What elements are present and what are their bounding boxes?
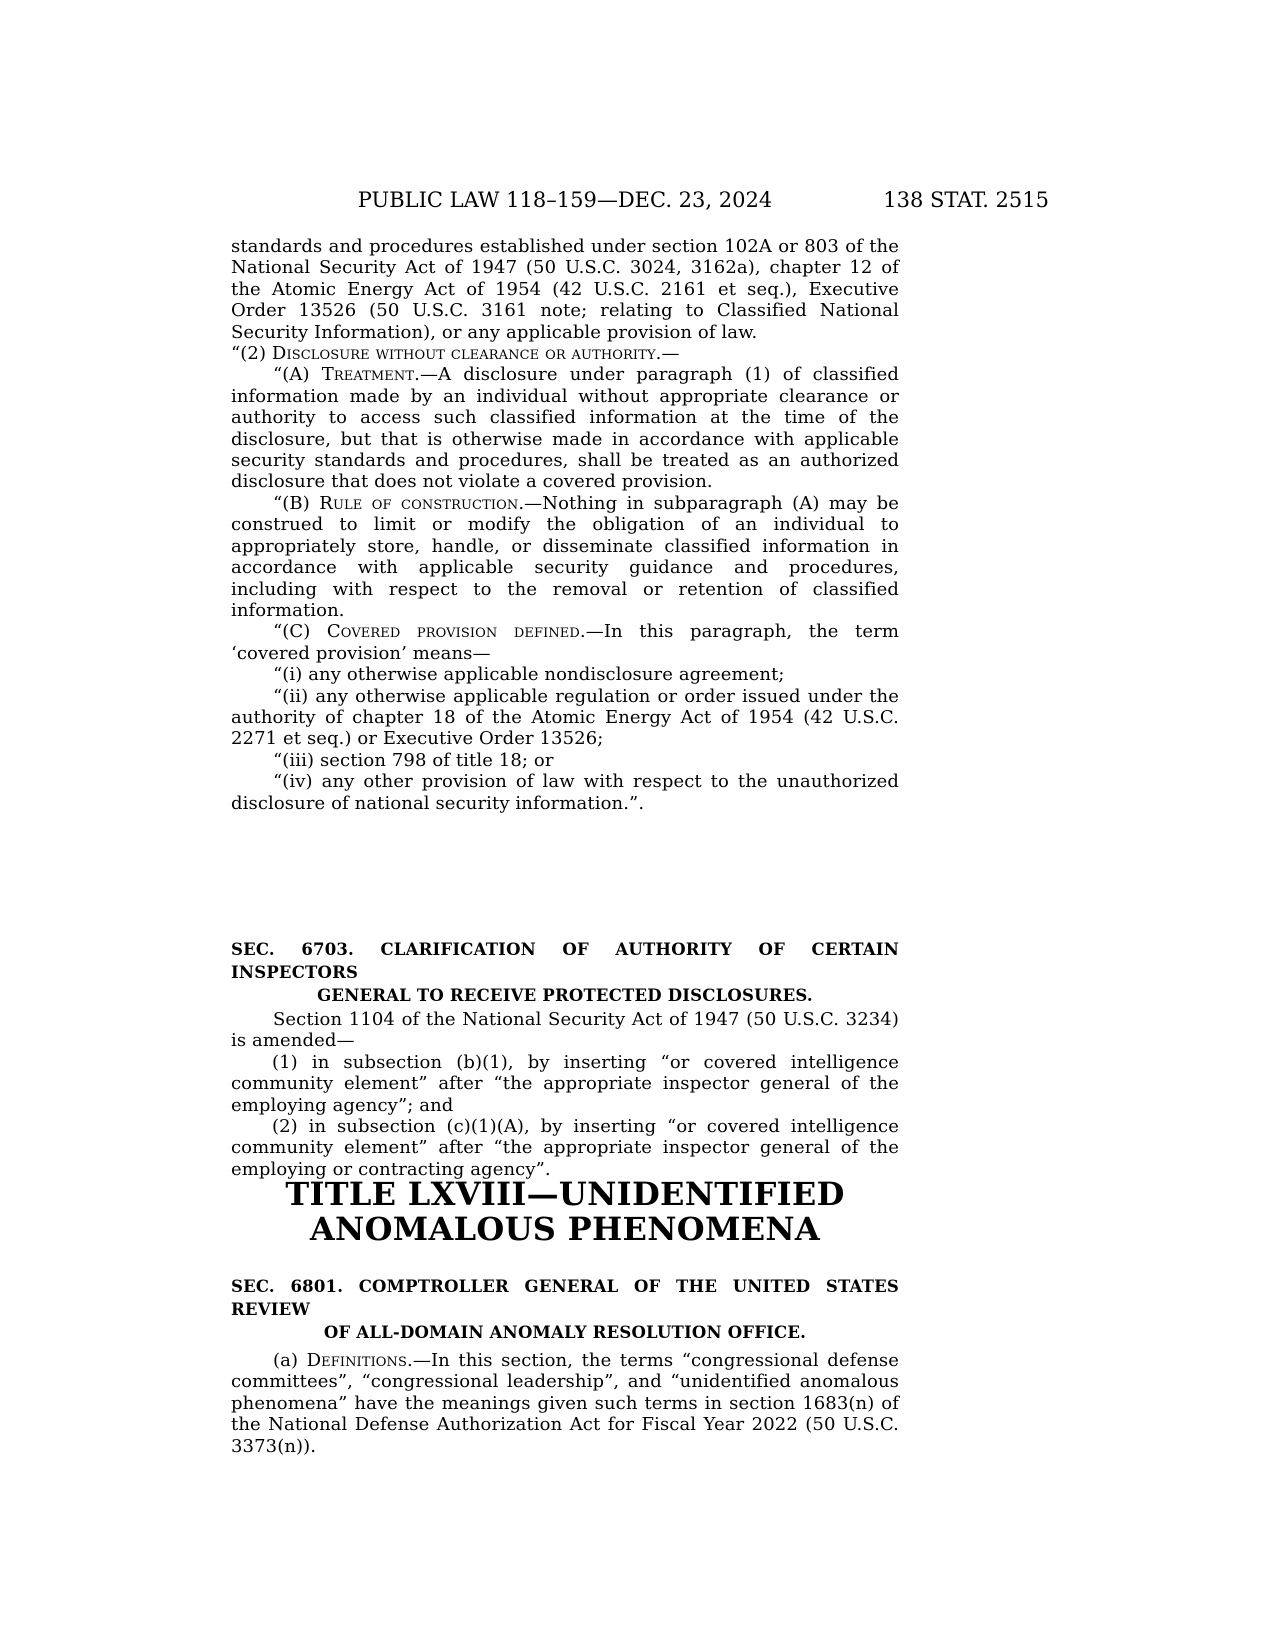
- section-6703-heading: [231, 938, 899, 1007]
- paragraph-a-lead: (a): [273, 1350, 307, 1371]
- section-6801-heading: [231, 1275, 899, 1344]
- section-6801-heading-line2: OF ALL-DOMAIN ANOMALY RESOLUTION OFFICE.: [323, 1323, 807, 1342]
- section-6801: [231, 1275, 899, 1457]
- section-6703-heading-line1: SEC. 6703. CLARIFICATION OF AUTHORITY OF CERTAIN INSPECTORS: [231, 940, 899, 982]
- subparagraph-b-lead: “(B): [273, 492, 320, 514]
- stat-page-number: 138 STAT. 2515: [883, 188, 1049, 212]
- quoted-amendment-block: [231, 236, 899, 814]
- subparagraph-a-text: .—A disclosure under paragraph (1) of classified information made by an individual without appropriate clearance or authority to access such classified information at the time of the disclosure, but that is otherwise made in accordance with applicable security standards and procedures, shall be treated as an authorized disclosure that does not violate a covered provision.: [231, 364, 899, 493]
- section-6801-paragraph-a: [231, 1350, 899, 1457]
- subparagraph-c-covered-provision: [231, 621, 899, 664]
- clause-ii: “(ii) any otherwise applicable regulation or order issued under the authority of chapter 18 of the Atomic Energy Act of 1954 (42 U.S.C. 2271 et seq.) or Executive Order 13526;: [231, 685, 899, 750]
- subparagraph-c-keyword: Covered provision defined: [326, 621, 580, 643]
- title-lxviii-line1: TITLE LXVIII—UNIDENTIFIED: [285, 1175, 845, 1213]
- subparagraph-c-lead: “(C): [273, 621, 327, 643]
- continuation-paragraph: standards and procedures established under section 102A or 803 of the National Security Act of 1947 (50 U.S.C. 3024, 3162a), chapter 12 of the Atomic Energy Act of 1954 (42 U.S.C. 2161 et seq.), Executive Order 13526 (50 U.S.C. 3161 note; relating to Classified National Security Information), or any applicable provision of law.: [231, 236, 899, 343]
- subparagraph-c-text: .—In this paragraph, the term ‘covered provision’ means—: [231, 621, 899, 664]
- paragraph-a-keyword: Definitions: [306, 1350, 408, 1371]
- section-6703-item-1: (1) in subsection (b)(1), by inserting “or covered intelligence community element” after “the appropriate inspector general of the employing agency”; and: [231, 1051, 899, 1116]
- subparagraph-b-rule-of-construction: [231, 493, 899, 621]
- clause-iii: “(iii) section 798 of title 18; or: [273, 749, 554, 771]
- section-6801-heading-line1: SEC. 6801. COMPTROLLER GENERAL OF THE UNITED STATES REVIEW: [231, 1277, 899, 1319]
- running-header: [231, 187, 1049, 213]
- title-lxviii-heading: [231, 1177, 899, 1247]
- subparagraph-a-keyword: Treatment: [321, 364, 415, 386]
- subparagraph-a-lead: “(A): [273, 364, 322, 386]
- running-header-law-line: PUBLIC LAW 118–159—DEC. 23, 2024: [357, 188, 773, 212]
- clause-i: “(i) any otherwise applicable nondisclosure agreement;: [273, 664, 785, 686]
- paragraph-2-heading: [231, 343, 899, 364]
- paragraph-2-lead: “(2): [231, 343, 272, 365]
- subparagraph-a-treatment: [231, 364, 899, 492]
- paragraph-2-keyword: Disclosure without clearance or authority: [271, 343, 656, 365]
- section-6703-intro: Section 1104 of the National Security Act of 1947 (50 U.S.C. 3234) is amended—: [231, 1009, 899, 1052]
- subparagraph-b-text: .—Nothing in subparagraph (A) may be construed to limit or modify the obligation of an individual to appropriately store, handle, or disseminate classified information in accordance with applicable security guidance and procedures, including with respect to the removal or retention of classified information.: [231, 492, 900, 621]
- title-lxviii-line2: ANOMALOUS PHENOMENA: [309, 1210, 821, 1248]
- subparagraph-b-keyword: Rule of construction: [319, 492, 519, 514]
- paragraph-2-dash: .—: [655, 343, 680, 365]
- paragraph-a-text: .—In this section, the terms “congressional defense committees”, “congressional leadership”, and “unidentified anomalous phenomena” have the meanings given such terms in section 1683(n) of the National Defense Authorization Act for Fiscal Year 2022 (50 U.S.C. 3373(n)).: [231, 1350, 899, 1457]
- section-6703-item-2: (2) in subsection (c)(1)(A), by inserting “or covered intelligence community element” after “the appropriate inspector general of the employing or contracting agency”.: [231, 1116, 899, 1180]
- section-6703-heading-line2: GENERAL TO RECEIVE PROTECTED DISCLOSURES.: [317, 986, 813, 1005]
- section-6703: [231, 938, 899, 1180]
- clause-iv: “(iv) any other provision of law with respect to the unauthorized disclosure of national security information.”.: [231, 771, 899, 814]
